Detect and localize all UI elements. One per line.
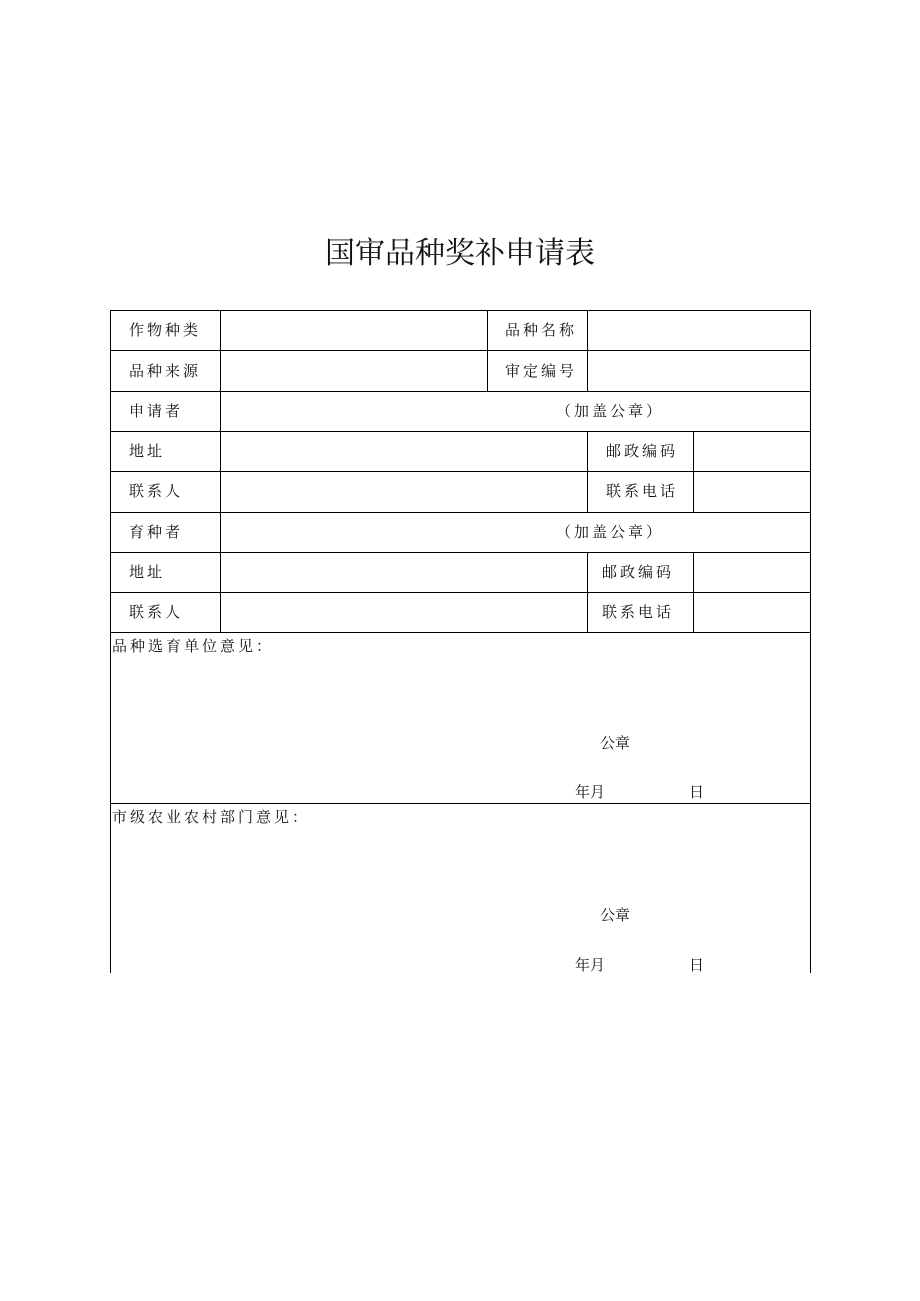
applicant-label: 申请者 <box>129 402 184 420</box>
column-divider <box>587 552 588 632</box>
row-divider <box>110 592 811 593</box>
row-divider <box>110 391 811 392</box>
label-column-divider <box>220 310 221 632</box>
form-border-top <box>110 310 811 311</box>
breeder-address-label: 地址 <box>129 563 166 581</box>
unit-date-year-month: 年月 <box>575 783 606 801</box>
row-divider <box>110 350 811 351</box>
page-title: 国审品种奖补申请表 <box>325 236 595 271</box>
variety-source-label: 品种来源 <box>129 362 202 380</box>
application-form <box>110 310 811 973</box>
city-seal-label: 公章 <box>600 906 631 924</box>
form-border-left <box>110 310 111 973</box>
unit-seal-label: 公章 <box>600 734 631 752</box>
applicant-seal-note: （加盖公章） <box>556 402 665 420</box>
column-divider <box>587 431 588 512</box>
row-divider <box>110 471 811 472</box>
row-divider <box>110 632 811 633</box>
row-divider <box>110 803 811 804</box>
approval-no-label: 审定编号 <box>505 362 578 380</box>
row-divider <box>110 512 811 513</box>
row-divider <box>110 431 811 432</box>
breeder-postcode-label: 邮政编码 <box>602 563 675 581</box>
column-divider <box>587 310 588 391</box>
unit-date-day: 日 <box>689 783 705 801</box>
column-divider <box>693 552 694 632</box>
column-divider <box>693 431 694 512</box>
form-border-right <box>810 310 811 973</box>
variety-name-label: 品种名称 <box>505 321 578 339</box>
column-divider <box>487 310 488 391</box>
city-date-year-month: 年月 <box>575 956 606 974</box>
city-opinion-label: 市级农业农村部门意见： <box>112 808 311 826</box>
applicant-postcode-label: 邮政编码 <box>606 442 679 460</box>
applicant-phone-label: 联系电话 <box>606 482 679 500</box>
applicant-address-label: 地址 <box>129 442 166 460</box>
crop-type-label: 作物种类 <box>129 321 202 339</box>
row-divider <box>110 552 811 553</box>
breeder-phone-label: 联系电话 <box>602 603 675 621</box>
city-date-day: 日 <box>689 956 705 974</box>
applicant-contact-label: 联系人 <box>129 482 184 500</box>
breeder-seal-note: （加盖公章） <box>556 523 665 541</box>
breeder-contact-label: 联系人 <box>129 603 184 621</box>
unit-opinion-label: 品种选育单位意见： <box>112 637 275 655</box>
breeder-label: 育种者 <box>129 523 184 541</box>
